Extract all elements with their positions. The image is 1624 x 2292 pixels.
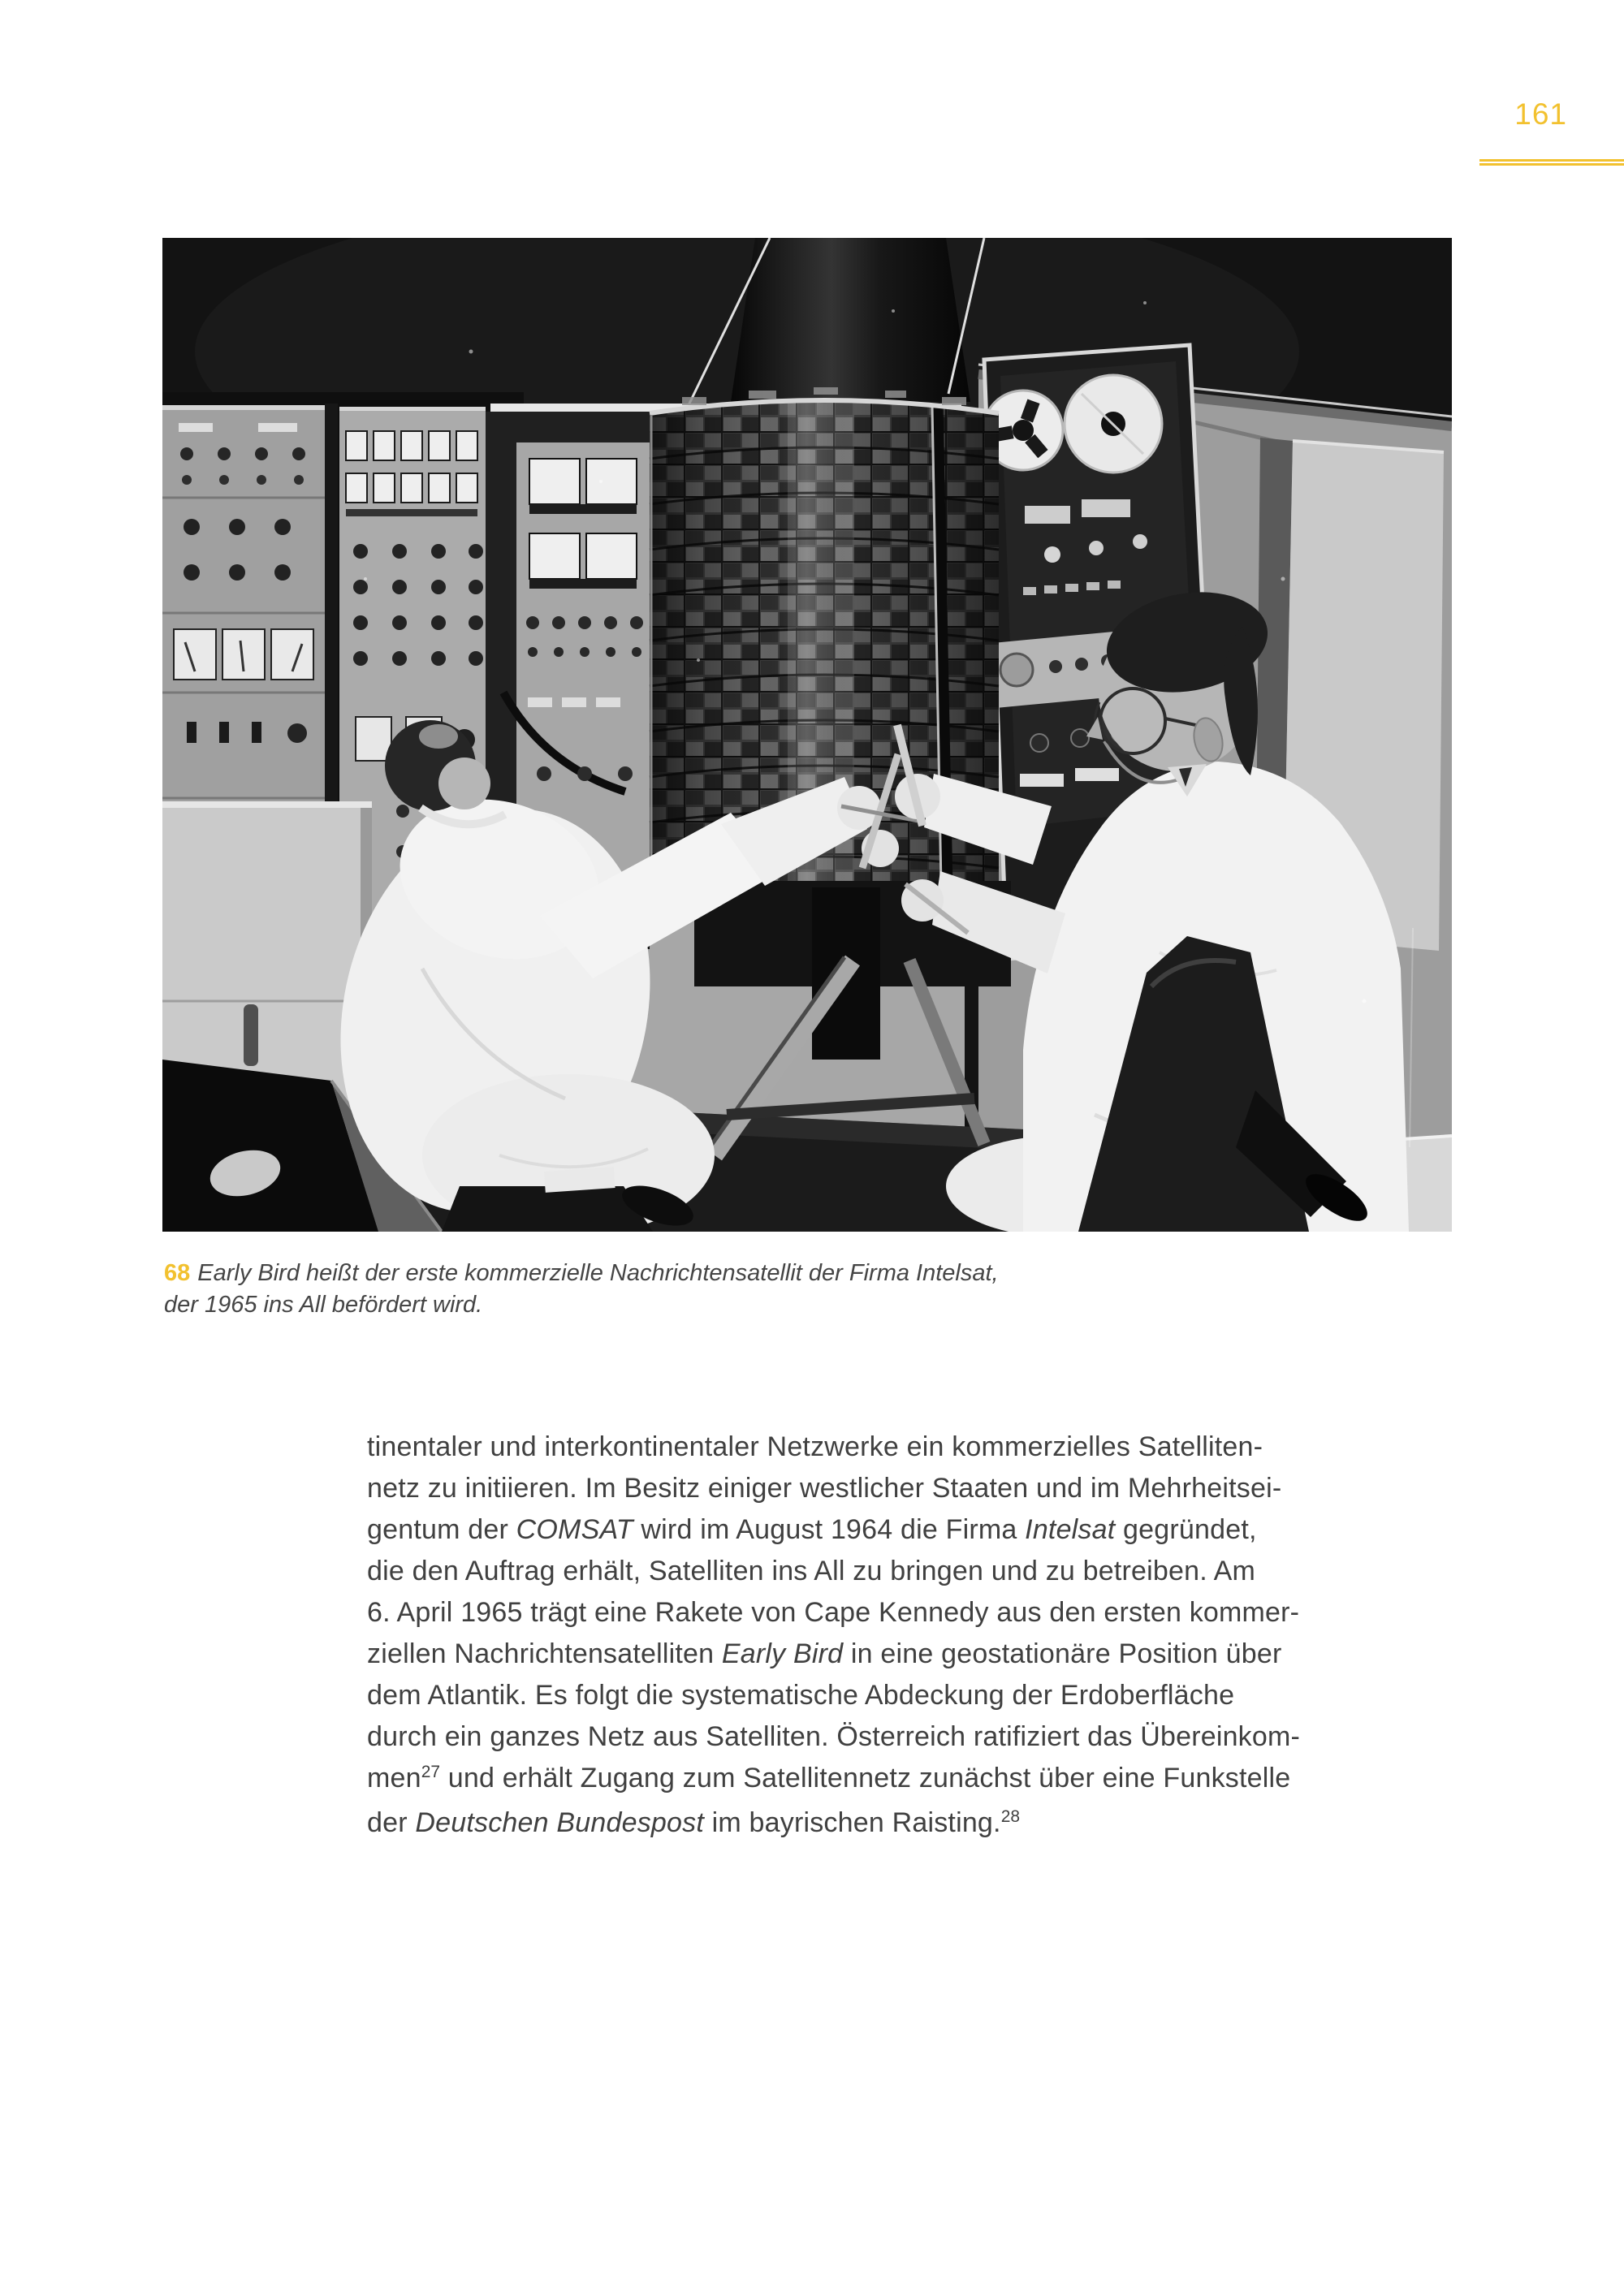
text-line: men$^{27}$ und erhält Zugang zum Satellitennetz zunächst über eine Funkstelle (367, 1763, 1291, 1793)
photo-illustration (162, 238, 1452, 1232)
text-line: die den Auftrag erhält, Satelliten ins All zu bringen und zu betreiben. Am (367, 1556, 1256, 1586)
text-line: 68 Early Bird heißt der erste kommerzielle Nachrichtensatellit der Firma Intelsat, (164, 1260, 999, 1286)
text-line: netz zu initiieren. Im Besitz einiger westlicher Staaten und im Mehrheitsei- (367, 1473, 1282, 1504)
glasses (1100, 688, 1165, 753)
text-line: der Deutschen Bundespost im bayrischen Raisting.$^{28}$ (367, 1807, 1021, 1838)
text-line: der 1965 ins All befördert wird. (164, 1292, 483, 1318)
body-text (367, 1427, 1520, 1847)
figure-photo (162, 238, 1452, 1232)
text-line: 6. April 1965 trägt eine Rakete von Cape Kennedy aus den ersten kommer- (367, 1597, 1300, 1628)
page-number: 161 (1514, 97, 1567, 131)
text-line: durch ein ganzes Netz aus Satelliten. Österreich ratifiziert das Übereinkom- (367, 1721, 1301, 1752)
text-line: tinentaler und interkontinentaler Netzwerke ein kommerzielles Satelliten- (367, 1431, 1263, 1462)
text-line: gentum der COMSAT wird im August 1964 die Firma Intelsat gegründet, (367, 1514, 1257, 1545)
header-rule (1479, 159, 1624, 166)
text-line: ziellen Nachrichtensatelliten Early Bird in eine geostationäre Position über (367, 1638, 1282, 1669)
figure-caption (164, 1258, 1398, 1321)
text-line: dem Atlantik. Es folgt die systematische Abdeckung der Erdoberfläche (367, 1680, 1235, 1711)
